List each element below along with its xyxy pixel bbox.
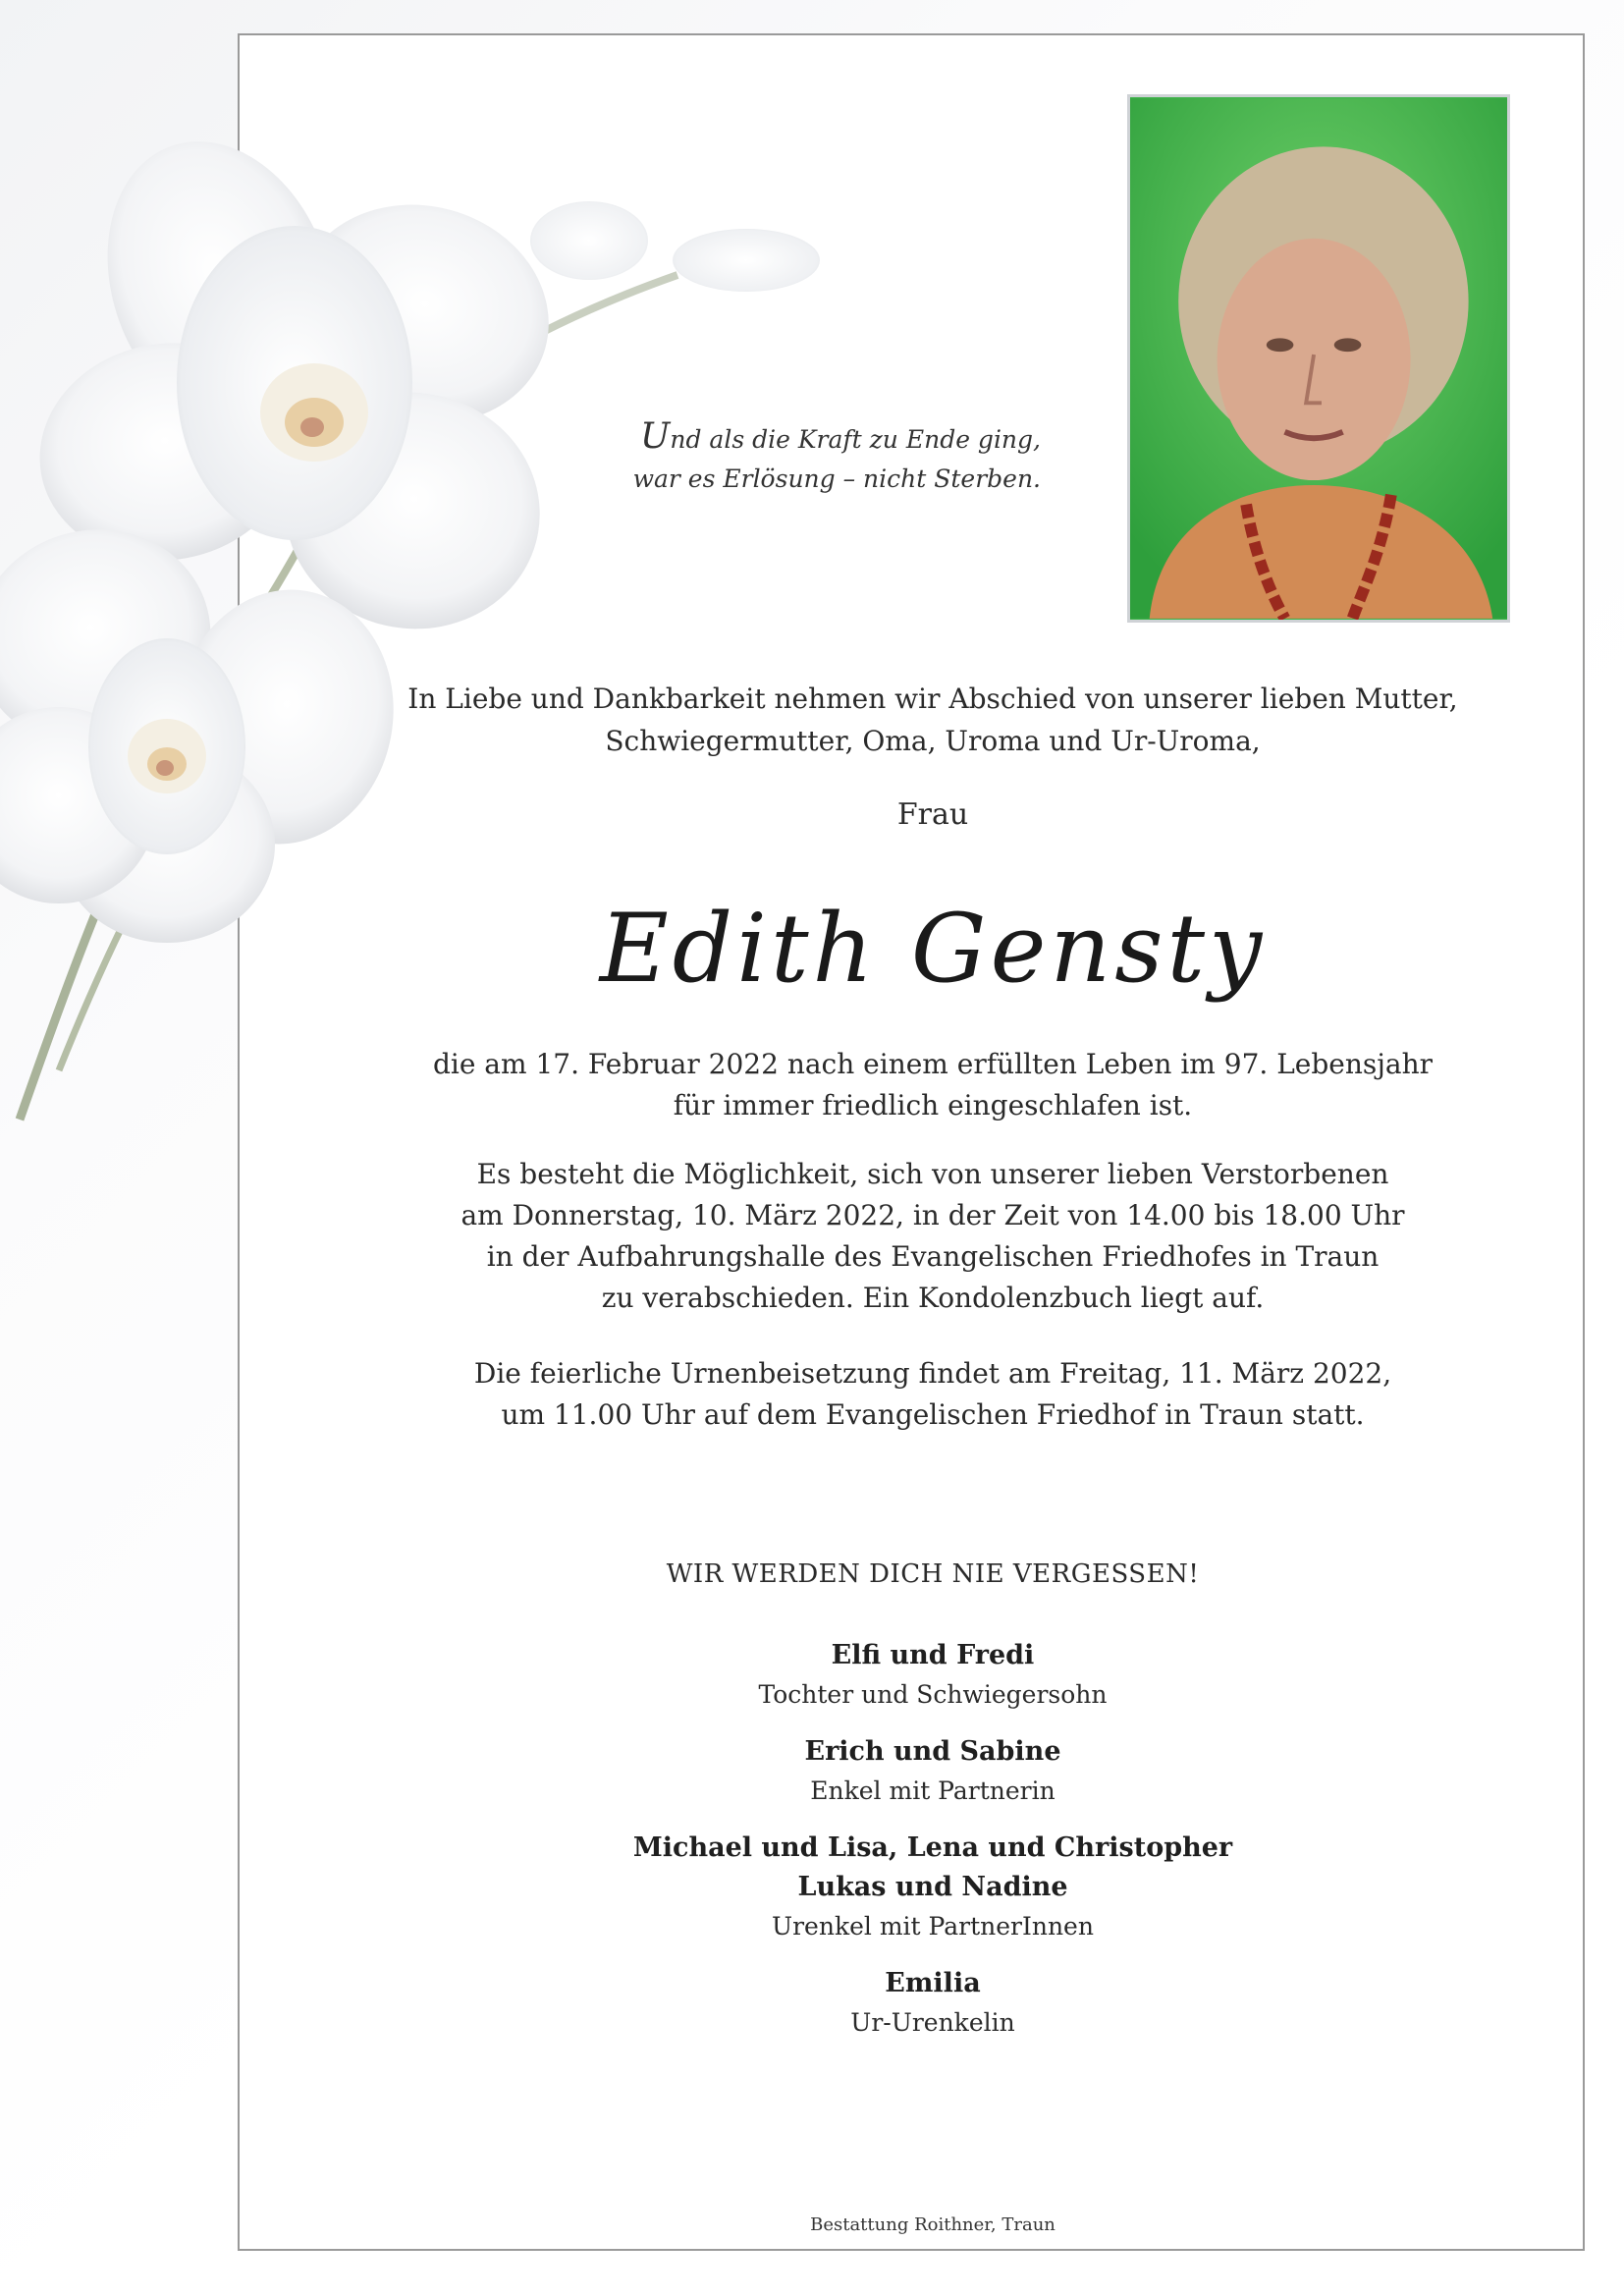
quote-line-1 [550,417,1041,460]
passing-line-2: für immer friedlich eingeschlafen ist. [673,1089,1193,1121]
quote-line-2: war es Erlösung – nicht Sterben. [632,465,1041,493]
salutation: Frau [896,797,969,832]
viewing-line-2: am Donnerstag, 10. März 2022, in der Zeit von 14.00 bis 18.00 Uhr [460,1199,1405,1231]
passing-line-1: die am 17. Februar 2022 nach einem erfüllten Leben im 97. Lebensjahr [432,1048,1434,1080]
quote-line-1-text: nd als die Kraft zu Ende ging, [670,425,1041,454]
memorial-quote [550,417,1041,499]
intro-line-2: Schwiegermutter, Oma, Uroma und Ur-Uroma, [605,725,1261,757]
mourner-names: Erich und Sabine [804,1736,1061,1767]
burial-line-2: um 11.00 Uhr auf dem Evangelischen Friedhof in Traun statt. [501,1398,1365,1431]
orchid-illustration [0,88,982,1169]
viewing-line-3: in der Aufbahrungshalle des Evangelischen Friedhofes in Traun [486,1240,1380,1273]
viewing-text [393,1154,1473,1319]
intro-text [393,678,1473,762]
mourner-group [393,1732,1473,1811]
passing-text [393,1044,1473,1126]
mourner-relation: Ur-Urenkelin [850,2008,1015,2037]
mourner-names: Emilia [885,1968,981,1998]
mourner-group [393,1964,1473,2043]
quote-initial: U [640,416,671,457]
mourner-names: Lukas und Nadine [797,1872,1068,1902]
viewing-line-4: zu verabschieden. Ein Kondolenzbuch liegt auf. [601,1282,1265,1314]
portrait-photo [1127,94,1510,623]
mourner-relation: Enkel mit Partnerin [810,1777,1056,1805]
mourner-names: Michael und Lisa, Lena und Christopher [632,1832,1233,1863]
mourner-relation: Urenkel mit PartnerInnen [772,1912,1094,1941]
mourner-group [393,1829,1473,1946]
mourners-list [393,1636,1473,2060]
viewing-line-1: Es besteht die Möglichkeit, sich von unserer lieben Verstorbenen [476,1158,1389,1190]
deceased-name: Edith Gensty [599,894,1267,1004]
mourner-group [393,1636,1473,1715]
mourner-names: Elfi und Fredi [831,1640,1035,1670]
burial-line-1: Die feierliche Urnenbeisetzung findet am Freitag, 11. März 2022, [473,1357,1392,1390]
motto: WIR WERDEN DICH NIE VERGESSEN! [666,1559,1200,1589]
burial-text [393,1353,1473,1436]
mourner-relation: Tochter und Schwiegersohn [758,1680,1108,1709]
funeral-home-credit: Bestattung Roithner, Traun [810,2214,1056,2235]
intro-line-1: In Liebe und Dankbarkeit nehmen wir Abschied von unserer lieben Mutter, [407,683,1458,715]
